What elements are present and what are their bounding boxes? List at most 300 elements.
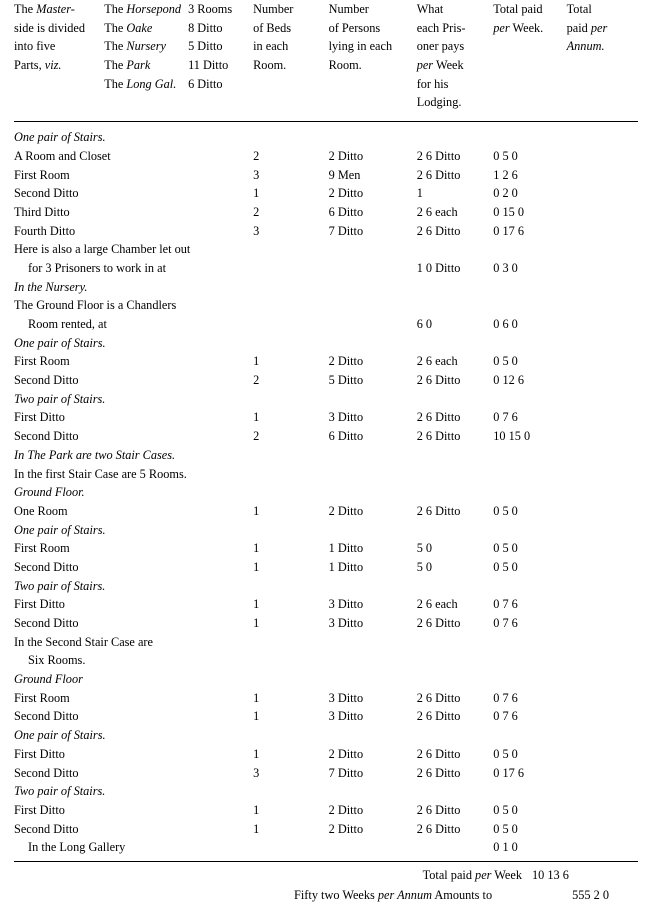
cell-beds [253, 296, 329, 315]
table-row [14, 651, 638, 670]
cell-beds [253, 838, 329, 857]
empty-cell [329, 521, 417, 540]
header-part-2: The Nursery [104, 39, 167, 54]
row-label [14, 184, 253, 203]
pays-head-1: each Pris- [416, 20, 466, 35]
prison-lodging-table [14, 0, 638, 857]
cell-pays-per-week [417, 296, 494, 315]
empty-cell [567, 278, 638, 297]
cell-persons: 1 Ditto [328, 559, 364, 574]
cell-persons [329, 838, 417, 857]
cell-total-per-annum [567, 801, 638, 820]
table-row [14, 539, 638, 558]
row-label [14, 408, 253, 427]
section-heading-text: Ground Floor. [14, 485, 85, 500]
section-heading-row [14, 577, 638, 596]
empty-cell [567, 521, 638, 540]
total-week-value: 10 13 6 [532, 867, 569, 882]
section-heading-text: Two pair of Stairs. [14, 578, 106, 593]
section-heading-row [14, 446, 638, 465]
section-heading-text: One pair of Stairs. [14, 130, 106, 145]
cell-persons: 2 Ditto [328, 354, 364, 369]
row-label-text: Second Ditto [14, 616, 79, 630]
cell-total-per-annum [567, 764, 638, 783]
cell-total-per-annum [567, 651, 638, 670]
cell-total-per-annum [567, 745, 638, 764]
row-label-text: First Ditto [14, 802, 65, 817]
cell-pays-per-week: 1 0 Ditto [416, 260, 461, 275]
row-label-text: Six Rooms. [28, 653, 86, 668]
cell-beds: 1 [253, 354, 260, 369]
table-row [14, 614, 638, 633]
cell-beds: 1 [253, 559, 260, 574]
cell-total-per-annum [567, 707, 638, 726]
empty-cell [417, 782, 494, 801]
row-label [14, 838, 253, 857]
cell-pays-per-week: 2 6 Ditto [416, 821, 461, 836]
section-heading-text: Ground Floor [14, 672, 83, 687]
cell-persons: 3 Ditto [328, 690, 364, 705]
section-heading-label [14, 577, 253, 596]
section-heading-label [14, 726, 253, 745]
cell-total-per-annum [567, 689, 638, 708]
cell-total-per-week [493, 465, 566, 484]
section-heading-row [14, 521, 638, 540]
cell-total-per-week: 0 17 6 [493, 765, 524, 780]
masterside-italic: Master- [36, 2, 75, 16]
empty-cell [493, 670, 566, 689]
beds-head-0: Number [253, 2, 294, 16]
total-week-head-0: Total paid [493, 2, 543, 16]
empty-cell [253, 128, 329, 147]
row-label [14, 558, 253, 577]
header-parts [104, 0, 188, 112]
table-row [14, 707, 638, 726]
cell-beds [253, 465, 329, 484]
empty-cell [493, 390, 566, 409]
cell-persons: 6 Ditto [328, 204, 364, 219]
cell-total-per-annum [567, 539, 638, 558]
section-heading-text: One pair of Stairs. [14, 522, 106, 537]
row-label-text: Second Ditto [14, 559, 79, 574]
cell-total-per-annum [567, 820, 638, 839]
empty-cell [493, 726, 566, 745]
header-masterside-line-0: The Master- [14, 2, 75, 16]
section-heading-text: One pair of Stairs. [14, 728, 106, 743]
table-row [14, 633, 638, 652]
table-row [14, 315, 638, 334]
beds-head-1: of Beds [253, 20, 292, 35]
empty-cell [253, 446, 329, 465]
cell-beds: 2 [253, 148, 260, 163]
header-part-4: The Long Gal. [104, 76, 177, 91]
part-name-0: Horsepond [126, 2, 182, 16]
section-heading-row [14, 278, 638, 297]
header-total-per-annum [567, 0, 638, 112]
empty-cell [493, 128, 566, 147]
section-heading-text: In The Park are two Stair Cases. [14, 447, 176, 462]
cell-persons: 2 Ditto [328, 503, 364, 518]
section-heading-row [14, 390, 638, 409]
cell-beds: 1 [253, 597, 260, 612]
cell-total-per-week [493, 296, 566, 315]
header-masterside-line-2: into five [14, 39, 56, 54]
cell-total-per-week: 0 7 6 [493, 410, 518, 425]
cell-total-per-week: 0 5 0 [493, 503, 518, 518]
row-label-text: A Room and Closet [14, 148, 111, 163]
table-row [14, 352, 638, 371]
row-label-text: First Ditto [14, 410, 65, 425]
per-italic-total: per [475, 867, 492, 882]
footer-rule [14, 861, 638, 862]
per-italic-head2: per [493, 20, 510, 35]
empty-cell [493, 446, 566, 465]
cell-beds: 2 [253, 373, 260, 388]
cell-beds: 1 [253, 410, 260, 425]
empty-cell [417, 521, 494, 540]
cell-total-per-week: 0 5 0 [493, 559, 518, 574]
header-spacer-cell [14, 112, 638, 122]
persons-head-2: lying in each [328, 39, 393, 54]
cell-pays-per-week [417, 465, 494, 484]
empty-cell [417, 446, 494, 465]
per-italic-head3: per [590, 20, 608, 35]
cell-total-per-week: 0 15 0 [493, 204, 524, 219]
cell-total-per-annum [567, 427, 638, 446]
cell-total-per-week: 0 7 6 [493, 690, 518, 705]
cell-total-per-annum [567, 371, 638, 390]
empty-cell [253, 278, 329, 297]
cell-beds: 3 [253, 223, 260, 238]
cell-beds: 1 [253, 186, 260, 201]
cell-total-per-annum [567, 595, 638, 614]
header-masterside-line-1: side is divided [14, 20, 86, 35]
table-row [14, 166, 638, 185]
table-row [14, 764, 638, 783]
empty-cell [417, 390, 494, 409]
part-name-3: Park [126, 58, 151, 73]
pays-head-5: Lodging. [416, 95, 462, 110]
table-row [14, 745, 638, 764]
row-label-text: First Ditto [14, 746, 65, 761]
cell-pays-per-week: 2 6 each [416, 354, 458, 369]
table-row [14, 240, 638, 259]
table-row [14, 296, 638, 315]
section-heading-label [14, 128, 253, 147]
cell-pays-per-week: 6 0 [416, 317, 433, 331]
cell-total-per-week: 0 2 0 [493, 186, 518, 201]
row-label [14, 801, 253, 820]
row-label-text: Third Ditto [14, 204, 70, 219]
row-label [14, 352, 253, 371]
cell-pays-per-week: 2 6 each [416, 204, 458, 219]
cell-total-per-week: 0 17 6 [493, 223, 524, 238]
header-number-of-persons [329, 0, 417, 112]
per-italic-head: per [416, 58, 434, 73]
persons-head-0: Number [328, 2, 369, 16]
row-label-text: Second Ditto [14, 709, 79, 724]
part-name-2: Nursery [126, 39, 167, 54]
cell-persons [329, 633, 417, 652]
pays-head-4: for his [416, 76, 449, 91]
empty-cell [567, 446, 638, 465]
total-annum-head-2 [567, 37, 638, 56]
row-label-text: First Room [14, 690, 70, 705]
empty-cell [417, 278, 494, 297]
persons-head-1: of Persons [328, 20, 381, 35]
header-masterside [14, 0, 104, 112]
cell-pays-per-week: 5 0 [416, 559, 433, 574]
row-label-text: First Room [14, 167, 70, 182]
cell-persons: 7 Ditto [328, 223, 364, 238]
cell-pays-per-week: 2 6 Ditto [416, 746, 461, 761]
cell-pays-per-week: 2 6 Ditto [416, 148, 461, 163]
row-label-text: First Room [14, 354, 70, 369]
row-label [14, 651, 253, 670]
cell-pays-per-week [417, 838, 494, 857]
empty-cell [329, 278, 417, 297]
row-label-text: Second Ditto [14, 186, 79, 201]
empty-cell [567, 577, 638, 596]
cell-total-per-annum [567, 502, 638, 521]
row-label [14, 203, 253, 222]
row-label [14, 147, 253, 166]
row-label [14, 371, 253, 390]
row-label [14, 595, 253, 614]
empty-cell [329, 483, 417, 502]
row-label-text: for 3 Prisoners to work in at [28, 260, 166, 275]
total-annum-value: 555 2 0 [572, 887, 610, 902]
header-room-counts [188, 0, 253, 112]
section-heading-label [14, 390, 253, 409]
cell-beds [253, 315, 329, 334]
row-label [14, 707, 253, 726]
part-name-4: Long Gal. [126, 76, 177, 91]
cell-persons [329, 315, 417, 334]
beds-head-3: Room. [253, 58, 287, 73]
section-heading-row [14, 128, 638, 147]
cell-beds: 1 [253, 821, 260, 836]
cell-total-per-annum [567, 408, 638, 427]
cell-total-per-week: 10 15 0 [493, 429, 531, 444]
empty-cell [567, 334, 638, 353]
empty-cell [567, 483, 638, 502]
section-heading-text: Two pair of Stairs. [14, 391, 106, 406]
cell-persons: 5 Ditto [328, 373, 364, 388]
cell-persons: 2 Ditto [328, 148, 364, 163]
cell-persons: 3 Ditto [328, 616, 364, 630]
row-label [14, 764, 253, 783]
cell-persons: 3 Ditto [328, 597, 364, 612]
cell-persons [329, 240, 417, 259]
table-row [14, 371, 638, 390]
cell-total-per-week: 0 7 6 [493, 709, 518, 724]
table-row [14, 801, 638, 820]
cell-total-per-annum [567, 147, 638, 166]
empty-cell [493, 278, 566, 297]
section-heading-row [14, 670, 638, 689]
row-label [14, 633, 253, 652]
total-week-label: Total paid per Week [422, 867, 522, 882]
cell-pays-per-week: 1 [416, 186, 423, 201]
cell-persons [329, 296, 417, 315]
cell-pays-per-week [417, 240, 494, 259]
table-body [14, 128, 638, 857]
section-heading-text: In the Nursery. [14, 279, 88, 294]
cell-total-per-week: 0 5 0 [493, 746, 518, 761]
cell-beds: 1 [253, 616, 260, 630]
persons-head-3: Room. [328, 58, 362, 73]
cell-total-per-annum [567, 203, 638, 222]
total-annum-head-0: Total [566, 2, 592, 16]
header-part-3: The Park [104, 58, 151, 73]
table-row [14, 203, 638, 222]
cell-beds: 1 [253, 541, 260, 556]
cell-total-per-week: 0 5 0 [493, 821, 518, 836]
cell-total-per-week: 0 7 6 [493, 597, 518, 612]
table-row [14, 427, 638, 446]
row-label-text: In the first Stair Case are 5 Rooms. [14, 466, 187, 481]
empty-cell [253, 726, 329, 745]
cell-beds: 2 [253, 429, 260, 444]
empty-cell [329, 670, 417, 689]
row-label [14, 296, 253, 315]
row-label [14, 166, 253, 185]
row-label [14, 820, 253, 839]
cell-beds [253, 633, 329, 652]
table-row [14, 502, 638, 521]
row-label [14, 222, 253, 241]
cell-beds [253, 259, 329, 278]
empty-cell [567, 390, 638, 409]
empty-cell [253, 782, 329, 801]
row-label [14, 315, 253, 334]
row-label-text: Second Ditto [14, 765, 79, 780]
empty-cell [493, 782, 566, 801]
total-week-head-1: per Week. [493, 20, 544, 35]
row-label [14, 427, 253, 446]
cell-total-per-annum [567, 633, 638, 652]
section-heading-label [14, 782, 253, 801]
empty-cell [329, 390, 417, 409]
empty-cell [493, 521, 566, 540]
annum-italic-head: Annum. [566, 39, 605, 54]
empty-cell [417, 670, 494, 689]
cell-total-per-annum [567, 315, 638, 334]
cell-pays-per-week [417, 651, 494, 670]
cell-total-per-week: 0 12 6 [493, 373, 524, 388]
cell-persons: 2 Ditto [328, 821, 364, 836]
empty-cell [329, 577, 417, 596]
cell-total-per-annum [567, 259, 638, 278]
pays-head-0: What [416, 2, 444, 16]
header-price-per-week [417, 0, 494, 112]
room-count-4: 6 Ditto [188, 76, 223, 91]
empty-cell [493, 483, 566, 502]
cell-persons: 2 Ditto [328, 186, 364, 201]
empty-cell [567, 670, 638, 689]
header-part-1: The Oake [104, 20, 153, 35]
cell-pays-per-week: 5 0 [416, 541, 433, 556]
empty-cell [329, 446, 417, 465]
cell-total-per-week [493, 651, 566, 670]
section-heading-label [14, 483, 253, 502]
section-heading-row [14, 726, 638, 745]
empty-cell [329, 334, 417, 353]
table-row [14, 408, 638, 427]
table-row [14, 259, 638, 278]
table-row [14, 147, 638, 166]
per-annum-italic-total: per Annum [377, 887, 432, 902]
room-count-1: 8 Ditto [188, 20, 223, 35]
cell-total-per-week: 0 5 0 [493, 354, 518, 369]
cell-total-per-annum [567, 352, 638, 371]
header-spacer [14, 112, 638, 122]
row-label-text: The Ground Floor is a Chandlers [14, 298, 177, 313]
header-row [14, 0, 638, 112]
row-label [14, 259, 253, 278]
row-label-text: Fourth Ditto [14, 223, 76, 238]
cell-total-per-week: 0 5 0 [493, 148, 518, 163]
section-heading-text: Two pair of Stairs. [14, 784, 106, 799]
pays-head-2: oner pays [416, 39, 465, 54]
cell-pays-per-week: 2 6 Ditto [416, 167, 461, 182]
row-label [14, 502, 253, 521]
cell-beds: 1 [253, 503, 260, 518]
empty-cell [417, 128, 494, 147]
cell-persons: 2 Ditto [328, 746, 364, 761]
cell-persons [329, 651, 417, 670]
cell-total-per-week: 0 5 0 [493, 802, 518, 817]
empty-cell [417, 726, 494, 745]
table-row [14, 820, 638, 839]
cell-total-per-week: 0 6 0 [493, 317, 518, 331]
cell-total-per-annum [567, 296, 638, 315]
table-row [14, 558, 638, 577]
cell-total-per-week: 0 3 0 [493, 260, 518, 275]
row-label-text: In the Second Stair Case are [14, 634, 153, 649]
empty-cell [493, 577, 566, 596]
total-annum-row [14, 886, 638, 905]
empty-cell [253, 483, 329, 502]
cell-total-per-annum [567, 558, 638, 577]
empty-cell [253, 390, 329, 409]
empty-cell [567, 726, 638, 745]
table-row [14, 689, 638, 708]
row-label-text: First Ditto [14, 597, 65, 612]
table-header [14, 0, 638, 128]
row-label-text: Second Ditto [14, 429, 79, 444]
header-number-of-beds [253, 0, 329, 112]
cell-pays-per-week: 2 6 Ditto [416, 802, 461, 817]
beds-head-2: in each [253, 39, 289, 54]
empty-cell [329, 726, 417, 745]
section-heading-label [14, 446, 253, 465]
section-heading-row [14, 334, 638, 353]
room-count-2: 5 Ditto [188, 39, 223, 54]
room-count-3: 11 Ditto [188, 58, 229, 73]
header-masterside-line-3: Parts, viz. [14, 58, 62, 73]
row-label [14, 745, 253, 764]
cell-pays-per-week: 2 6 Ditto [416, 503, 461, 518]
cell-persons: 7 Ditto [328, 765, 364, 780]
cell-beds: 3 [253, 167, 260, 182]
cell-total-per-week: 1 2 6 [493, 167, 518, 182]
section-heading-label [14, 670, 253, 689]
pays-head-3: per Week [416, 58, 464, 73]
section-heading-text: One pair of Stairs. [14, 335, 106, 350]
row-label-text: Second Ditto [14, 373, 79, 388]
